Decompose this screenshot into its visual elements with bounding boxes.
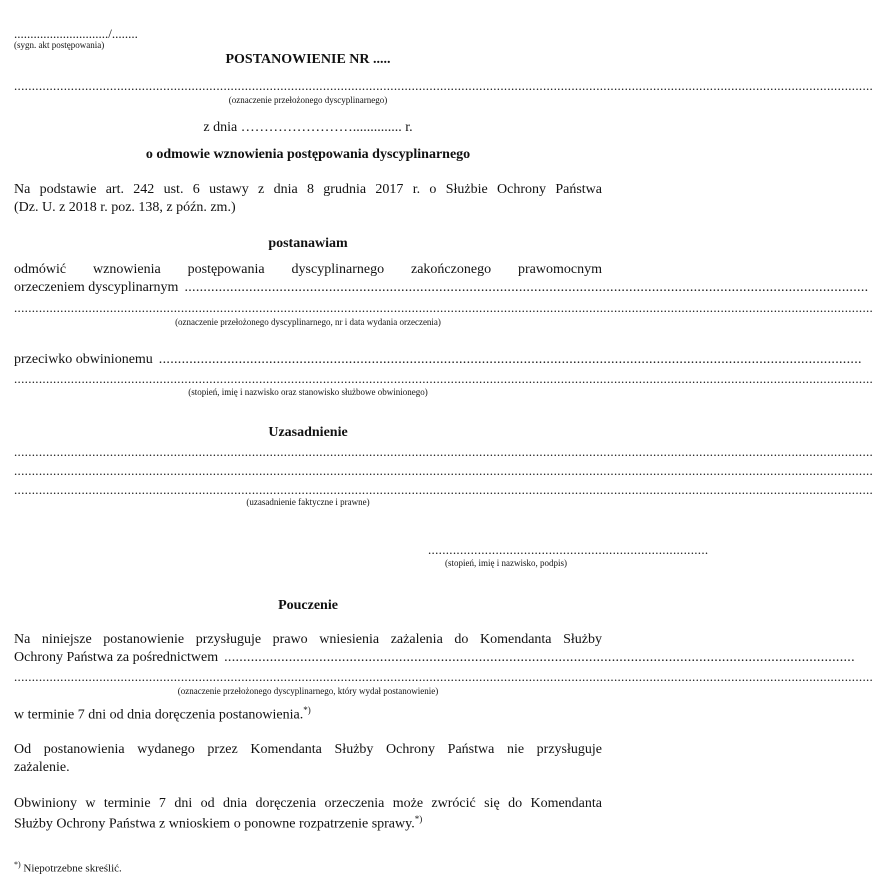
- signature-dotted-line: ...............................................................................: [428, 542, 709, 557]
- decision-dotted-line: ..................................................................................................................................................................................................................................................: [14, 300, 873, 315]
- superior-caption: (oznaczenie przełożonego dyscyplinarnego): [228, 95, 388, 105]
- instruction-p1-line-2-dots: ......................................................................................................................................................................: [224, 650, 855, 665]
- footnote-ref-2: *): [414, 814, 423, 824]
- instruction-p1-line-3: [14, 705, 311, 724]
- accused-label: przeciwko obwinionemu: [14, 352, 153, 367]
- footnote-text: Niepotrzebne skreślić.: [23, 862, 122, 875]
- decision-line-2-dots: ....................................................................................................................................................................................: [184, 280, 869, 295]
- justification-line-2: ..................................................................................................................................................................................................................................................: [14, 463, 873, 478]
- instruction-p2-line-1: Od postanowienia wydanego przez Komendanta Służby Ochrony Państwa nie przysługuje: [14, 742, 602, 757]
- date-line: z dnia …………………….............. r.: [203, 120, 413, 135]
- justification-line-1: ..................................................................................................................................................................................................................................................: [14, 444, 873, 459]
- instruction-heading: Pouczenie: [278, 598, 338, 613]
- footnote-mark: *): [14, 860, 21, 869]
- justification-line-3: ..................................................................................................................................................................................................................................................: [14, 482, 873, 497]
- case-ref-caption: (sygn. akt postępowania): [14, 40, 105, 50]
- accused-line: [14, 352, 862, 368]
- decision-heading: postanawiam: [268, 236, 348, 251]
- footnote: [14, 860, 122, 875]
- instruction-p3-line-2-text: Służby Ochrony Państwa z wnioskiem o ponowne rozpatrzenie sprawy.: [14, 816, 415, 832]
- legal-basis-line-2: (Dz. U. z 2018 r. poz. 138, z późn. zm.): [14, 200, 236, 215]
- instruction-p2-line-2: zażalenie.: [14, 760, 70, 775]
- instruction-caption: (oznaczenie przełożonego dyscyplinarnego, który wydał postanowienie): [177, 686, 439, 696]
- accused-caption: (stopień, imię i nazwisko oraz stanowisko służbowe obwinionego): [188, 387, 428, 397]
- instruction-p1-line-2: [14, 650, 855, 666]
- document-title: POSTANOWIENIE NR .....: [225, 52, 391, 67]
- decision-line-2-label: orzeczeniem dyscyplinarnym: [14, 280, 179, 295]
- footnote-ref-1: *): [303, 705, 311, 715]
- subject-line: o odmowie wznowienia postępowania dyscyplinarnego: [145, 147, 471, 162]
- instruction-dotted-line: ..................................................................................................................................................................................................................................................: [14, 669, 873, 684]
- decision-line-1: odmówić wznowienia postępowania dyscyplinarnego zakończonego prawomocnym: [14, 262, 602, 277]
- legal-basis-line-1: Na podstawie art. 242 ust. 6 ustawy z dnia 8 grudnia 2017 r. o Służbie Ochrony Państwa: [14, 182, 602, 197]
- instruction-p1-line-1: Na niniejsze postanowienie przysługuje prawo wniesienia zażalenia do Komendanta Służby: [14, 632, 602, 647]
- instruction-p3-line-2: [14, 814, 422, 833]
- instruction-p1-line-3-text: w terminie 7 dni od dnia doręczenia postanowienia.: [14, 707, 304, 723]
- instruction-p3-line-1: Obwiniony w terminie 7 dni od dnia doręczenia orzeczenia może zwrócić się do Komendanta: [14, 796, 602, 811]
- case-ref-dots: ............................./........: [14, 26, 138, 41]
- instruction-p1-line-2-label: Ochrony Państwa za pośrednictwem: [14, 650, 219, 665]
- justification-heading: Uzasadnienie: [268, 425, 348, 440]
- decision-line-2: [14, 280, 869, 296]
- decision-caption: (oznaczenie przełożonego dyscyplinarnego, nr i data wydania orzeczenia): [175, 317, 441, 327]
- justification-caption: (uzasadnienie faktyczne i prawne): [246, 497, 370, 507]
- signature-caption: (stopień, imię i nazwisko, podpis): [445, 558, 567, 568]
- superior-dotted-line: ..................................................................................................................................................................................................................................................: [14, 78, 873, 93]
- accused-dotted-line: ..................................................................................................................................................................................................................................................: [14, 371, 873, 386]
- accused-dots: .........................................................................................................................................................................................: [158, 352, 862, 367]
